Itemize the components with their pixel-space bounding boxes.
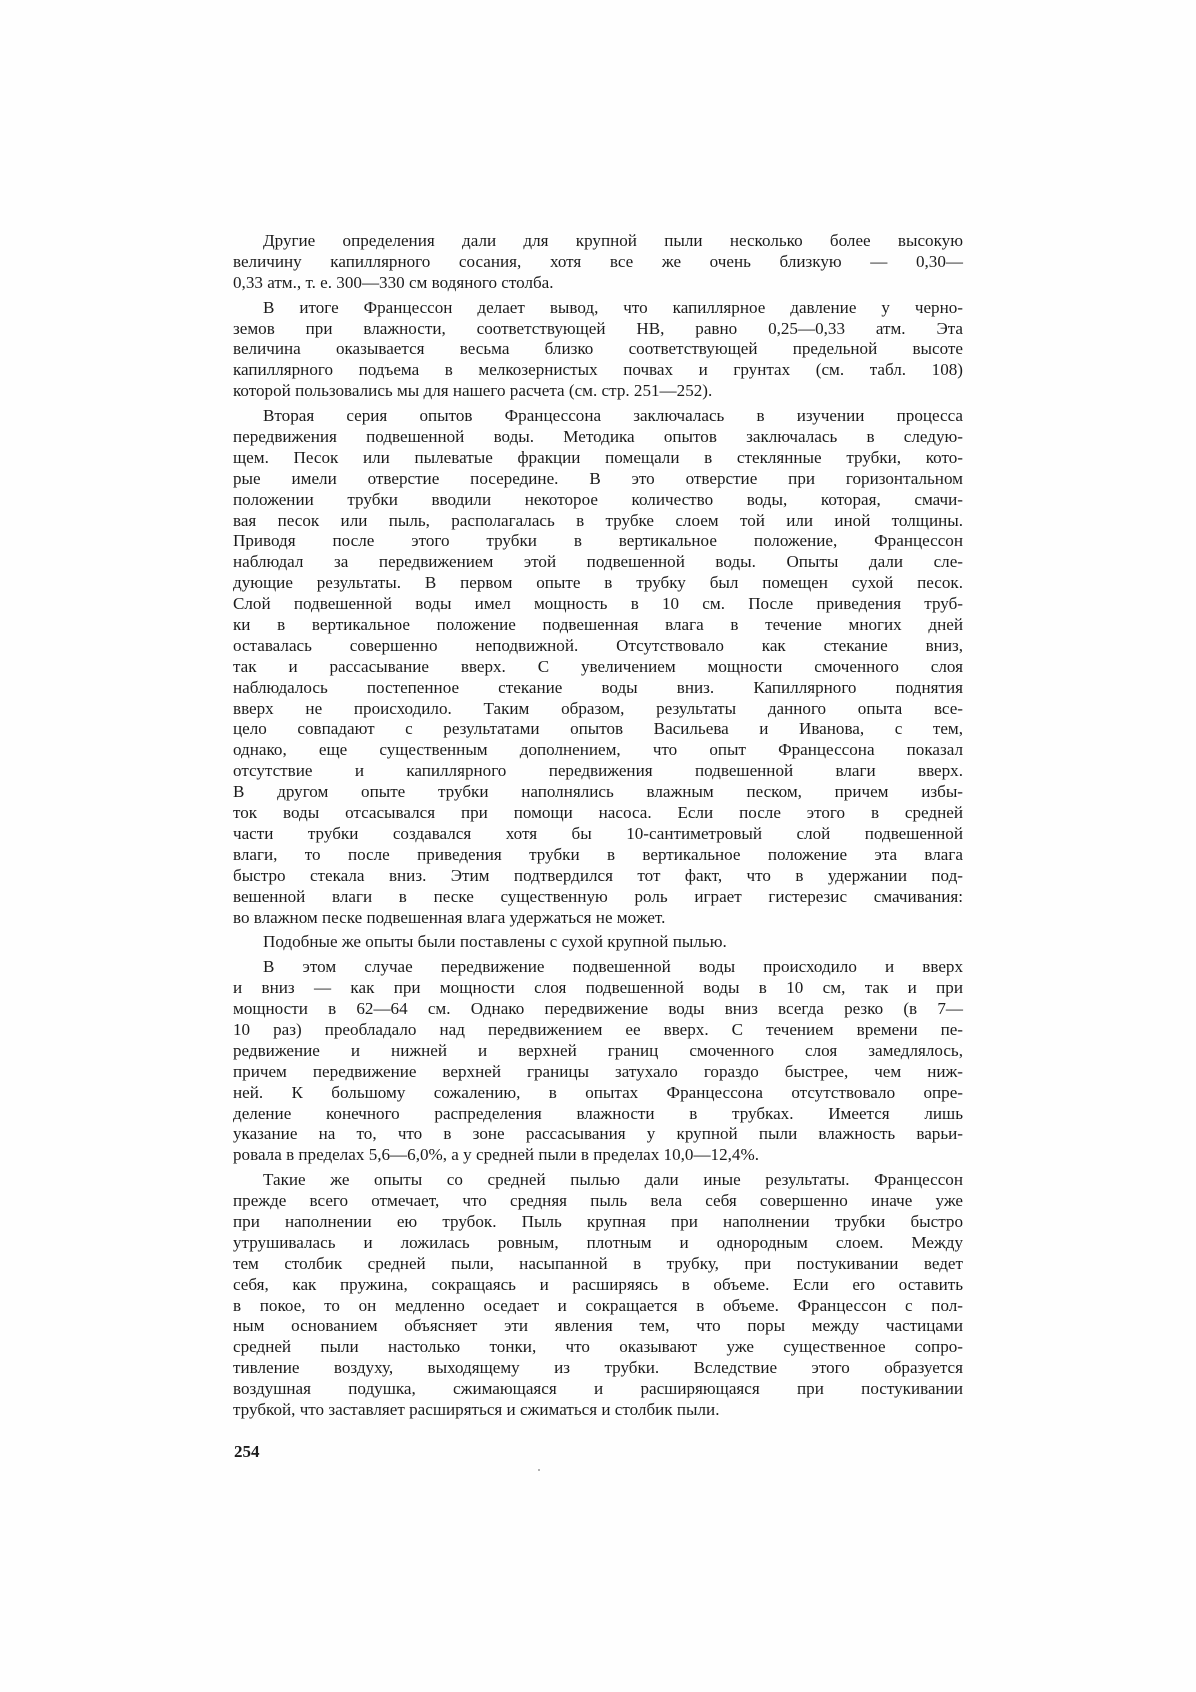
page-number: 254 xyxy=(234,1442,260,1461)
text-line: тем столбик средней пыли, насыпанной в трубку, при постукивании ведет xyxy=(233,1253,963,1273)
text-line: В итоге Францессон делает вывод, что капиллярное давление у черно- xyxy=(263,297,963,317)
text-line: редвижение и нижней и верхней границ смоченного слоя замедлялось, xyxy=(233,1040,963,1060)
text-line: средней пыли настолько тонки, что оказывают уже существенное сопро- xyxy=(233,1337,963,1357)
text-line: положении трубки вводили некоторое количество воды, которая, смачи- xyxy=(233,489,963,509)
text-line: ки в вертикальное положение подвешенная влага в течение многих дней xyxy=(233,615,963,635)
text-line: указание на то, что в зоне рассасывания у крупной пыли влажность варьи- xyxy=(233,1124,963,1144)
text-line: и вниз — как при мощности слоя подвешенной воды в 10 см, так и при xyxy=(233,978,963,998)
text-line: быстро стекала вниз. Этим подтвердился тот факт, что в удержании под- xyxy=(233,865,963,885)
text-line: вверх не происходило. Таким образом, результаты данного опыта все- xyxy=(233,698,963,718)
text-line: утрушивалась и ложилась ровным, плотным и однородным слоем. Между xyxy=(233,1232,963,1252)
text-line: дующие результаты. В первом опыте в трубку был помещен сухой песок. xyxy=(233,573,963,593)
paragraph xyxy=(233,932,963,953)
text-line: оставалась совершенно неподвижной. Отсутствовало как стекание вниз, xyxy=(233,635,963,655)
text-line: части трубки создавался хотя бы 10-сантиметровый слой подвешенной xyxy=(233,823,963,843)
text-line: отсутствие и капиллярного передвижения подвешенной влаги вверх. xyxy=(233,761,963,781)
text-line: щем. Песок или пылеватые фракции помещали в стеклянные трубки, кото- xyxy=(233,447,963,467)
paragraph xyxy=(233,231,963,294)
text-line: ней. К большому сожалению, в опытах Францессона отсутствовало опре- xyxy=(233,1082,963,1102)
text-line: которой пользовались мы для нашего расчета (см. стр. 251—252). xyxy=(233,381,713,401)
text-line: себя, как пружина, сокращаясь и расширяясь в объеме. Если его оставить xyxy=(233,1274,963,1294)
text-line: цело совпадают с результатами опытов Васильева и Иванова, с тем, xyxy=(233,719,963,739)
text-line: прежде всего отмечает, что средняя пыль вела себя совершенно иначе уже xyxy=(233,1191,963,1211)
text-line: величину капиллярного сосания, хотя все же очень близкую — 0,30— xyxy=(233,251,963,271)
text-line: Вторая серия опытов Францессона заключалась в изучении процесса xyxy=(263,406,963,426)
text-line: ровала в пределах 5,6—6,0%, а у средней пыли в пределах 10,0—12,4%. xyxy=(233,1145,759,1165)
text-line: при наполнении ею трубок. Пыль крупная при наполнении трубки быстро xyxy=(233,1211,963,1231)
text-line: Такие же опыты со средней пылью дали иные результаты. Францессон xyxy=(263,1170,963,1190)
text-line: 10 раз) преобладало над передвижением ее вверх. С течением времени пе- xyxy=(233,1019,963,1039)
text-line: деление конечного распределения влажности в трубках. Имеется лишь xyxy=(233,1103,963,1123)
text-line: трубкой, что заставляет расширяться и сжиматься и столбик пыли. xyxy=(233,1399,720,1419)
text-line: воздушная подушка, сжимающаяся и расширяющаяся при постукивании xyxy=(233,1379,963,1399)
text-line: влаги, то после приведения трубки в вертикальное положение эта влага xyxy=(233,844,963,864)
print-speck xyxy=(538,1469,540,1471)
text-line: рые имели отверстие посередине. В это отверстие при горизонтальном xyxy=(233,468,963,488)
text-line: в покое, то он медленно оседает и сокращается в объеме. Францессон с пол- xyxy=(233,1295,963,1315)
text-line: передвижения подвешенной воды. Методика опытов заключалась в следую- xyxy=(233,427,963,447)
text-line: ток воды отсасывался при помощи насоса. Если после этого в средней xyxy=(233,803,963,823)
text-line: В другом опыте трубки наполнялись влажным песком, причем избы- xyxy=(233,782,963,802)
text-line: Другие определения дали для крупной пыли несколько более высокую xyxy=(263,231,963,250)
text-line: так и рассасывание вверх. С увеличением мощности смоченного слоя xyxy=(233,656,963,676)
text-line: капиллярного подъема в мелкозернистых почвах и грунтах (см. табл. 108) xyxy=(233,360,963,380)
text-line: 0,33 атм., т. е. 300—330 см водяного столба. xyxy=(233,272,554,292)
paragraph xyxy=(233,406,963,928)
paragraph xyxy=(233,1170,963,1421)
text-line: наблюдалось постепенное стекание воды вниз. Капиллярного поднятия xyxy=(233,677,963,697)
text-line: величина оказывается весьма близко соответствующей предельной высоте xyxy=(233,339,963,359)
text-line: Подобные же опыты были поставлены с сухой крупной пылью. xyxy=(263,932,727,952)
text-line: мощности в 62—64 см. Однако передвижение воды вниз всегда резко (в 7— xyxy=(233,999,963,1019)
text-line: В этом случае передвижение подвешенной воды происходило и вверх xyxy=(263,957,963,977)
text-line: причем передвижение верхней границы затухало гораздо быстрее, чем ниж- xyxy=(233,1061,963,1081)
text-line: вая песок или пыль, располагалась в трубке слоем той или иной толщины. xyxy=(233,510,963,530)
text-line: тивление воздуху, выходящему из трубки. Вследствие этого образуется xyxy=(233,1358,963,1378)
text-line: земов при влажности, соответствующей НВ, равно 0,25—0,33 атм. Эта xyxy=(233,318,963,338)
text-line: ным основанием объясняет эти явления тем, что поры между частицами xyxy=(233,1316,963,1336)
paragraph xyxy=(233,298,963,402)
text-line: однако, еще существенным дополнением, что опыт Францессона показал xyxy=(233,740,963,760)
text-line: вешенной влаги в песке существенную роль играет гистерезис смачивания: xyxy=(233,886,963,906)
text-line: во влажном песке подвешенная влага удержаться не может. xyxy=(233,907,666,927)
text-line: Приводя после этого трубки в вертикальное положение, Францессон xyxy=(233,531,963,551)
text-line: Слой подвешенной воды имел мощность в 10 см. После приведения труб- xyxy=(233,594,963,614)
paragraph xyxy=(233,957,963,1166)
text-line: наблюдал за передвижением этой подвешенной воды. Опыты дали сле- xyxy=(233,552,963,572)
body-text xyxy=(233,231,963,1421)
